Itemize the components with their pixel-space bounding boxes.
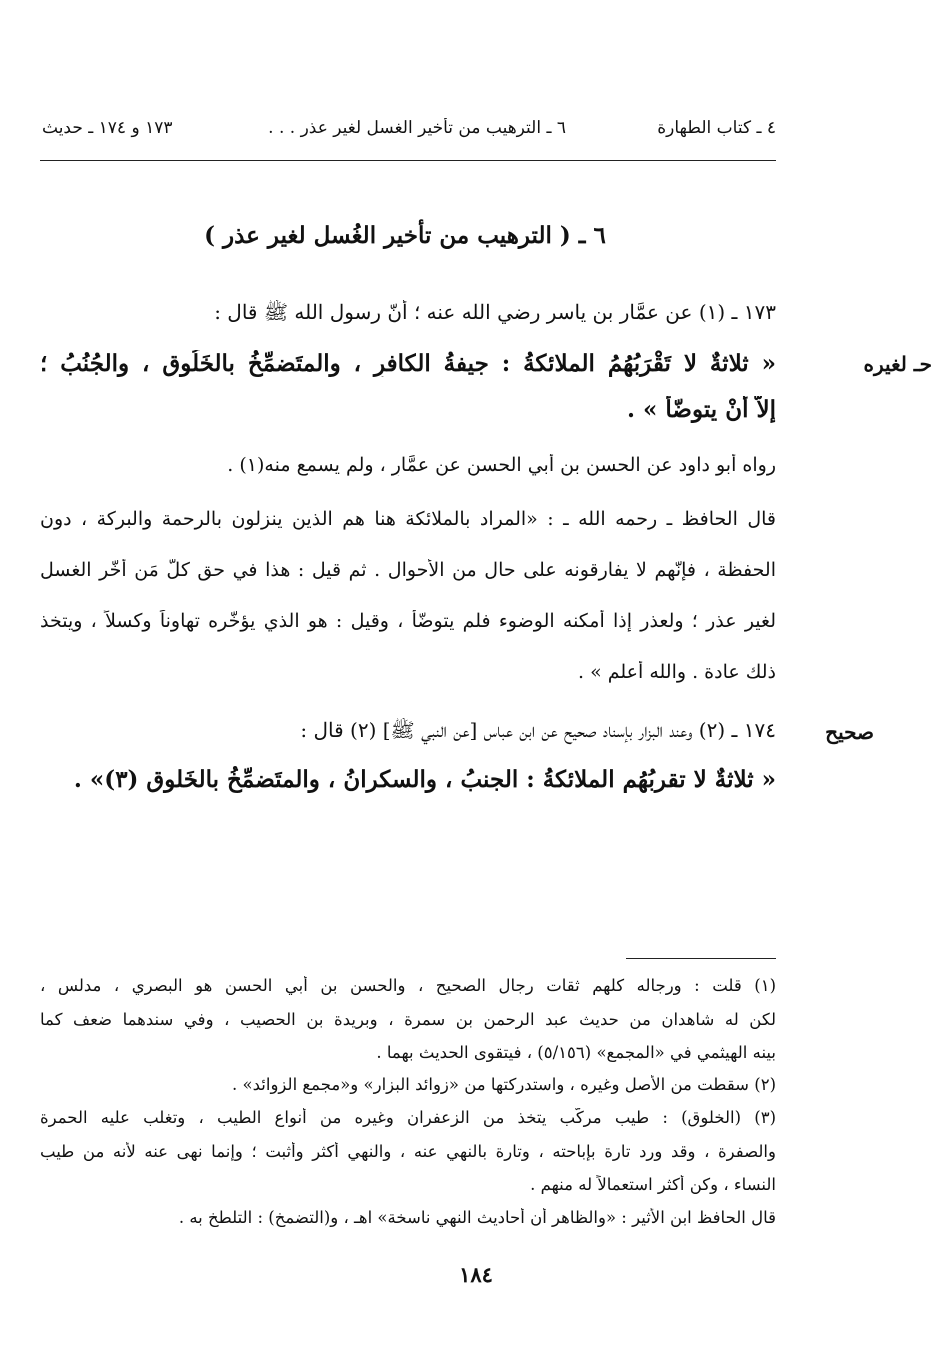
- hadith-grade-174: صحيح: [825, 720, 874, 744]
- commentary-line-3: لغير عذر ؛ ولعذر إذا أمكنه الوضوء فلم يتوضّأ ، وقيل : هو الذي يؤخّره تهاوناً وكسلاً ، ويتخذ: [40, 610, 776, 632]
- hadith-grade-173: حـ لغيره: [863, 352, 932, 376]
- footnote-line-6: والصفرة ، وقد ورد تارة بإباحته ، وتارة بالنهي عنه ، والنهي أكثر وأثبت ؛ وإنما نهى عنه لأنه من طيب: [40, 1142, 776, 1161]
- header-hadith-range: ١٧٣ و ١٧٤ ـ حديث: [42, 118, 173, 138]
- hadith-text-173-line-1: « ثلاثةٌ لا تَقْرَبُهُمُ الملائكةُ : جيفةُ الكافرِ ، والمتَضمِّخُ بالخَلُوقِ ، والجُنُبُ ؛: [40, 350, 776, 377]
- hadith-intro-173: ١٧٣ ـ (١) عن عمَّار بن ياسر رضي الله عنه ؛ أنّ رسول الله ﷺ قال :: [214, 300, 776, 324]
- header-section: ٦ ـ الترهيب من تأخير الغسل لغير عذر . . .: [268, 118, 566, 138]
- header-chapter: ٤ ـ كتاب الطهارة: [657, 118, 776, 138]
- footnote-line-1: (١) قلت : ورجاله كلهم ثقات رجال الصحيح ، والحسن بن أبي الحسن هو البصري ، مدلس ،: [40, 976, 776, 995]
- footnote-line-4: (٢) سقطت من الأصل وغيره ، واستدركتها من «زوائد البزار» و«مجمع الزوائد» .: [232, 1075, 776, 1094]
- footnote-line-7: النساء ، وكن أكثر استعمالاً له منهم .: [530, 1175, 776, 1194]
- section-title: ٦ ـ ( الترهيب من تأخير الغُسل لغير عذر ): [204, 222, 606, 249]
- footnote-line-2: لكن له شاهدان من حديث عبد الرحمن بن سمرة ، وبريدة بن الحصيب ، وفي سندهما ضعف كما: [40, 1010, 776, 1029]
- hadith-text-174-line-1: « ثلاثةٌ لا تقربُهُم الملائكةُ : الجنبُ ، والسكرانُ ، والمتَضمِّخُ بالخَلوق (٣)» .: [73, 766, 776, 793]
- hadith-intro-174: ١٧٤ ـ (٢) وعند البزار بإسناد صحيح عن ابن عباس [عن النبي ﷺ] (٢) قال :: [300, 718, 776, 742]
- hadith-text-173-line-2: إلاّ أنْ يتوضّأ » .: [627, 396, 776, 423]
- header-rule: [40, 160, 776, 161]
- commentary-line-2: الحفظة ، فإنّهم لا يفارقونه على حال من الأحوال . ثم قيل : هذا في حق كلّ مَن أخّر الغسل: [40, 559, 776, 581]
- footnote-line-8: قال الحافظ ابن الأثير : «والظاهر أن أحاديث النهي ناسخة» اهـ ، و(التضمخ) : التلطخ به .: [178, 1208, 776, 1227]
- hadith-source-173: رواه أبو داود عن الحسن بن أبي الحسن عن عمَّارٍ ، ولم يسمع منه(١) .: [227, 454, 776, 476]
- commentary-line-1: قال الحافظ ـ رحمه الله ـ : «المراد بالملائكة هنا هم الذين ينزلون بالرحمة والبركة ، دون: [40, 508, 776, 530]
- footnote-rule: [626, 958, 776, 959]
- commentary-line-4: ذلك عادة . والله أعلم » .: [577, 661, 776, 683]
- footnote-line-5: (٣) (الخلوق) : طيب مركّب يتخذ من الزعفران وغيره من أنواع الطيب ، وتغلب عليه الحمرة: [40, 1108, 776, 1127]
- footnote-line-3: بينه الهيثمي في «المجمع» (٥/١٥٦) ، فيتقوى الحديث بهما .: [376, 1043, 776, 1062]
- page-number: ١٨٤: [459, 1262, 493, 1287]
